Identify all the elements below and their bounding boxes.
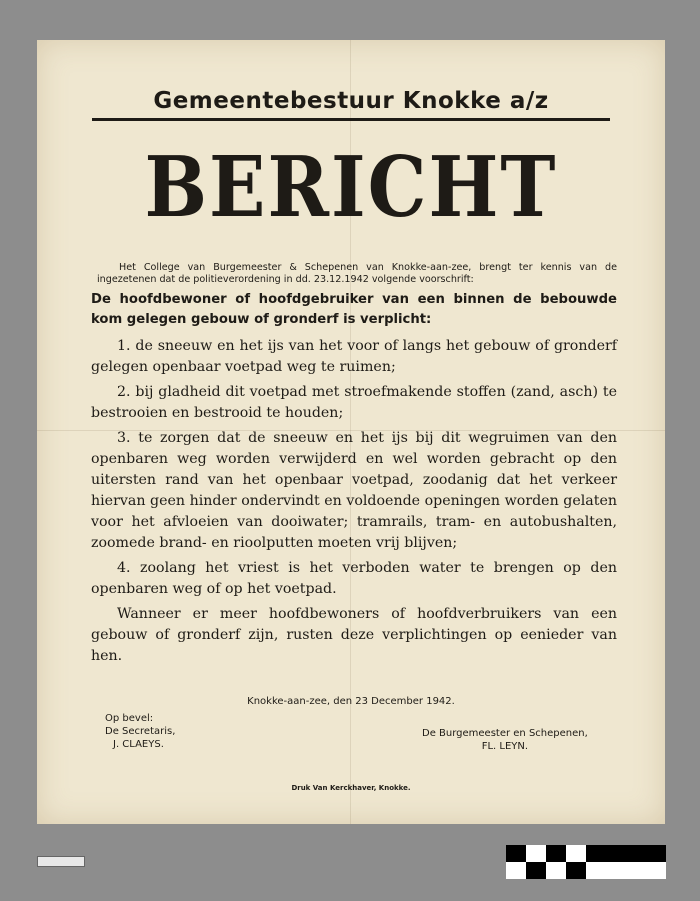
checker-square — [546, 845, 566, 862]
lead-paragraph: De hoofdbewoner of hoofdgebruiker van een binnen de bebouwde kom gelegen gebouw of gronderf is verplicht: — [91, 292, 617, 327]
header-rule — [92, 118, 610, 121]
poster-title: BERICHT — [144, 140, 558, 237]
signature-mayor-name: FL. LEYN. — [481, 741, 529, 752]
rule-item-4: 4. zoolang het vriest is het verboden water te brengen op den openbaren weg of op het voetpad. — [91, 560, 617, 597]
body-text — [91, 290, 617, 671]
signature-mayor — [422, 727, 588, 753]
signature-secretary-title: De Secretaris, — [105, 726, 176, 737]
checker-square — [586, 845, 666, 862]
color-scale-checker — [506, 845, 666, 879]
rule-item-3: 3. te zorgen dat de sneeuw en het ijs bij dit wegruimen van den openbaren weg worden verwijderd en wel worden gebracht op den uitersten rand van het openbaar voetpad, zoodanig dat het verkeer hiervan geen hinder ondervindt en voldoende openingen worden gelaten voor het afvloeien van dooiwater; tramrails, tram- en autobushalten, zoomede brand- en rioolputten moeten vrij blijven; — [91, 430, 617, 551]
signature-secretary-name: J. CLAEYS. — [113, 739, 164, 750]
rule-item-1: 1. de sneeuw en het ijs van het voor of langs het gebouw of gronderf gelegen openbaar voetpad weg te ruimen; — [91, 338, 617, 375]
closing-paragraph: Wanneer er meer hoofdbewoners of hoofdverbruikers van een gebouw of gronderf zijn, rusten deze verplichtingen op eenieder van hen. — [91, 606, 617, 664]
checker-square — [526, 862, 546, 879]
signature-secretary — [105, 712, 175, 751]
place-date: Knokke-aan-zee, den 23 December 1942. — [247, 696, 455, 707]
checker-square — [506, 845, 526, 862]
signature-order-label: Op bevel: — [105, 713, 154, 724]
intro-paragraph: Het College van Burgemeester & Schepenen van Knokke-aan-zee, brengt ter kennis van de ingezetenen dat de politieverordening in dd. 23.12.1942 volgende voorschrift: — [97, 262, 617, 285]
municipality-header: Gemeentebestuur Knokke a/z — [153, 88, 549, 114]
archive-label — [37, 856, 85, 867]
poster-sheet — [37, 40, 665, 824]
rule-item-2: 2. bij gladheid dit voetpad met stroefmakende stoffen (zand, asch) te bestrooien en bestrooid te houden; — [91, 384, 617, 421]
printer-credit: Druk Van Kerckhaver, Knokke. — [291, 784, 411, 792]
checker-square — [566, 862, 586, 879]
signature-mayor-title: De Burgemeester en Schepenen, — [422, 728, 588, 739]
